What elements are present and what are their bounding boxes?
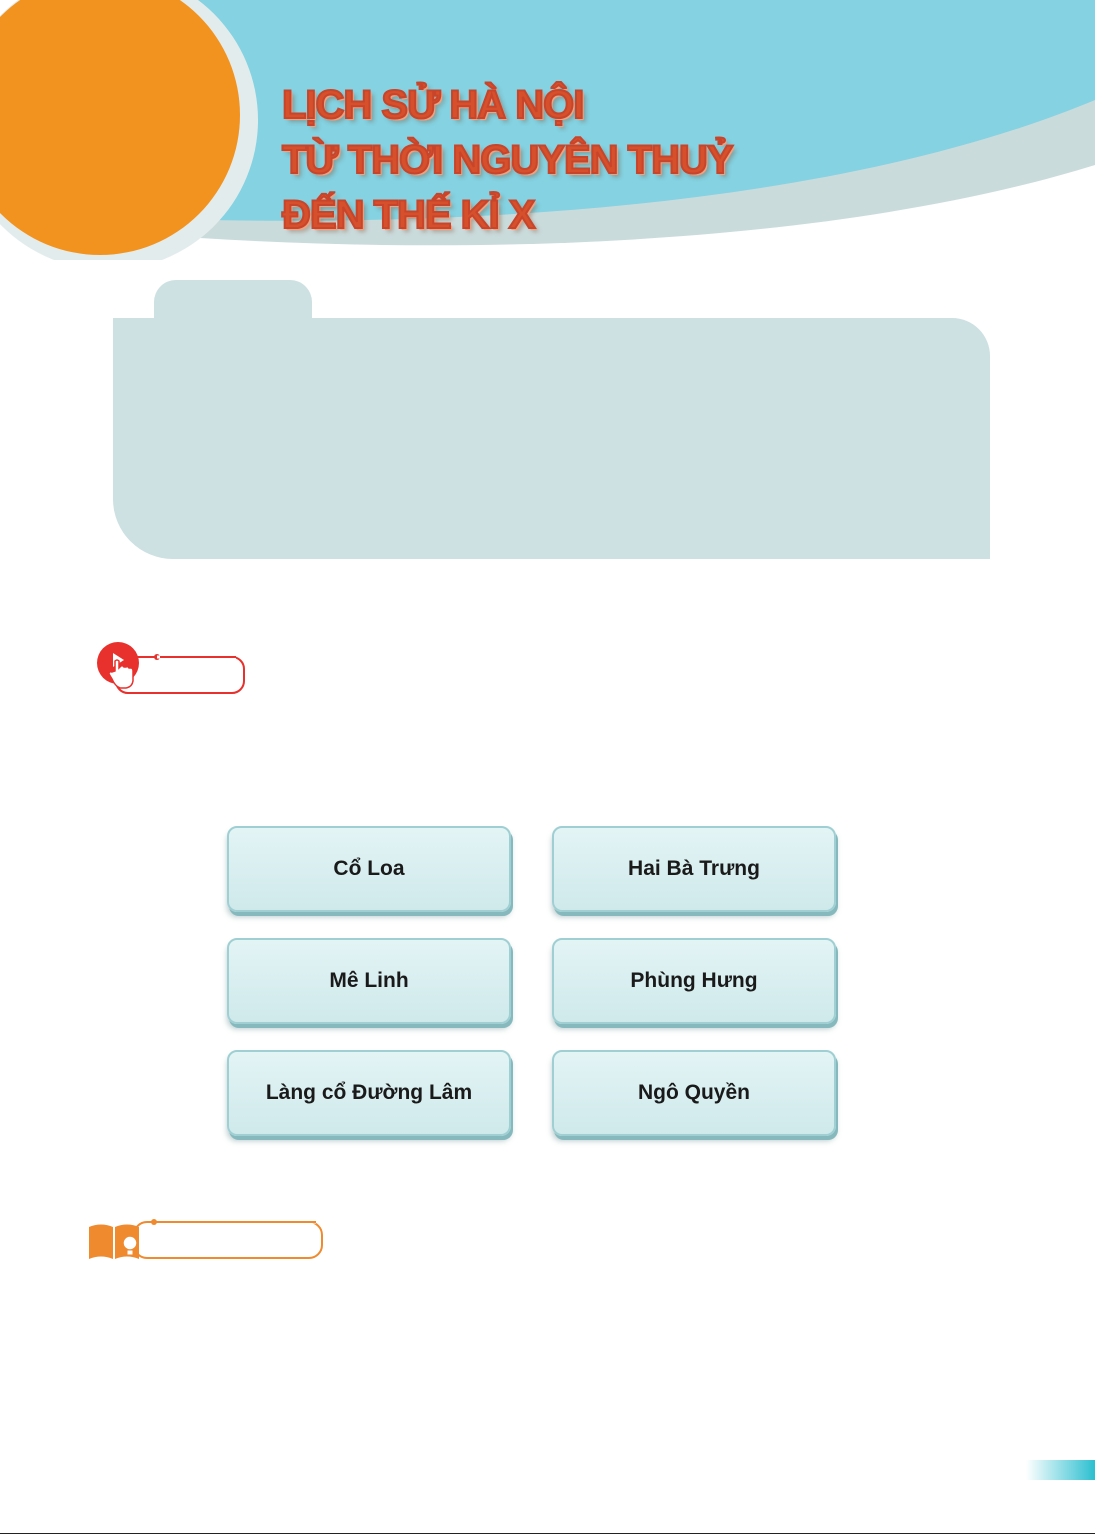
- title-line-1: LỊCH SỬ HÀ NỘI: [282, 83, 584, 127]
- title-line-3: ĐẾN THẾ KỈ X: [282, 193, 535, 237]
- knowledge-section-marker: [86, 1217, 326, 1263]
- choice-hai-ba-trung[interactable]: Hai Bà Trưng: [552, 826, 836, 912]
- choice-me-linh[interactable]: Mê Linh: [227, 938, 511, 1024]
- activity-section-marker: [96, 641, 248, 697]
- footer-rule: [0, 1533, 1095, 1534]
- intro-panel: [113, 318, 990, 559]
- choice-co-loa[interactable]: Cổ Loa: [227, 826, 511, 912]
- page-number-tab: [1026, 1460, 1095, 1480]
- choice-lang-co-duong-lam[interactable]: Làng cổ Đường Lâm: [227, 1050, 511, 1136]
- page-title: [282, 78, 733, 243]
- open-book-lightbulb-icon: [89, 1225, 139, 1260]
- title-line-2: TỪ THỜI NGUYÊN THUỶ: [282, 138, 733, 182]
- choice-phung-hung[interactable]: Phùng Hưng: [552, 938, 836, 1024]
- choice-ngo-quyen[interactable]: Ngô Quyền: [552, 1050, 836, 1136]
- pointing-hand-icon: [97, 642, 139, 688]
